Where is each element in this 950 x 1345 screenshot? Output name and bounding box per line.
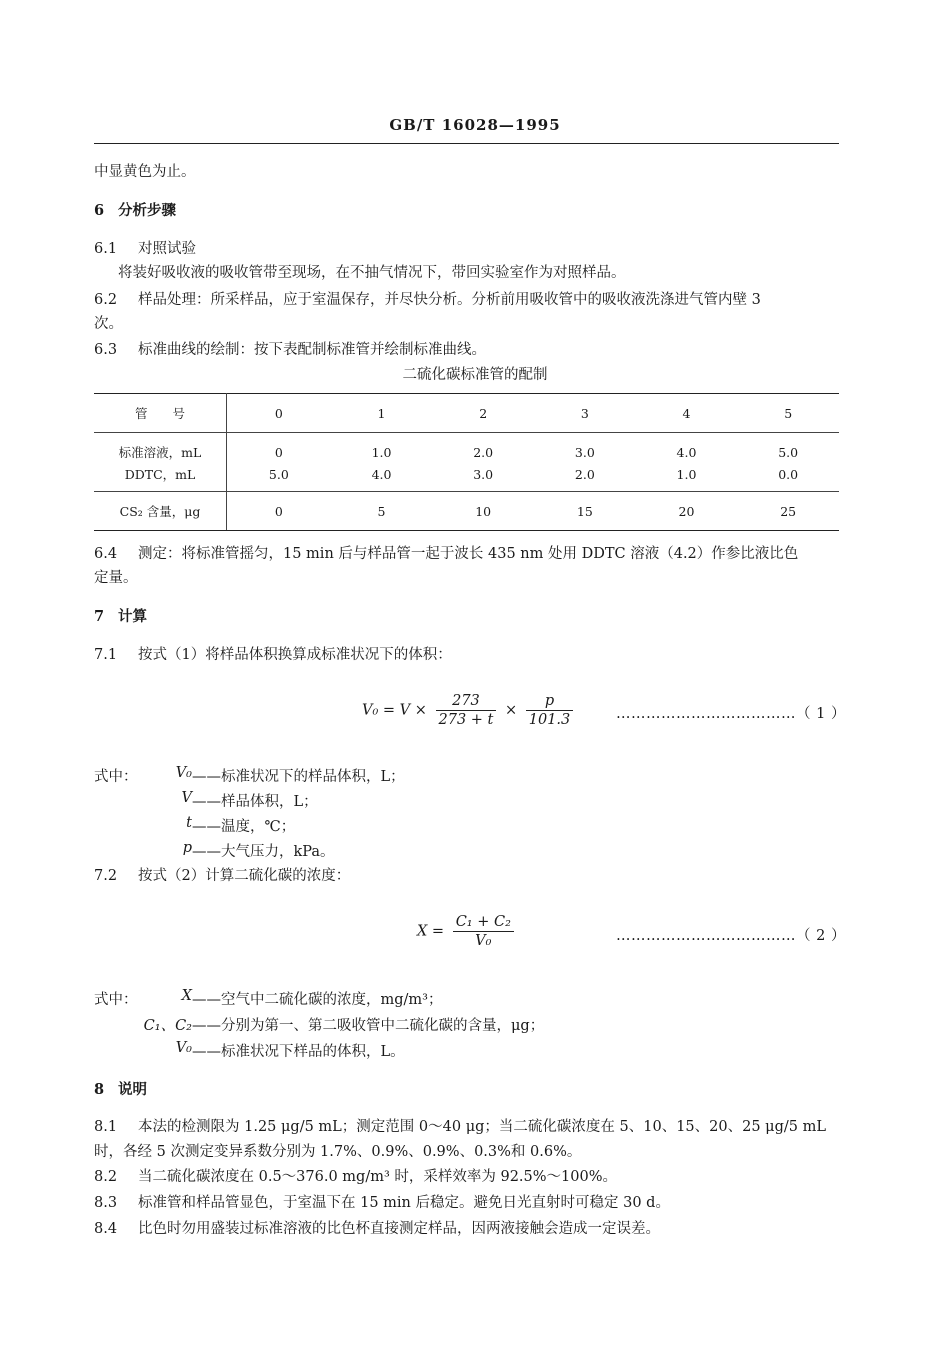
clause-8-1: 8.1 本法的检测限为 1.25 μg/5 mL；测定范围 0～40 μg；当二硫化碳浓度在 5、10、15、20、25 μg/5 mL: [94, 1119, 826, 1135]
clause-8-4: 8.4 比色时勿用盛装过标准溶液的比色杯直接测定样品，因两液接触会造成一定误差。: [94, 1221, 660, 1237]
fraction-temperature: $\frac{273}{273 + t}$: [436, 693, 497, 728]
section-number: 6: [94, 202, 105, 219]
table-caption: 二硫化碳标准管的配制: [402, 367, 548, 383]
clause-6-4: 6.4 测定：将标准管摇匀，15 min 后与样品管一起于波长 435 nm 处用 DDTC 溶液（4.2）作参比液比色: [94, 546, 799, 562]
section-6-heading: [94, 201, 176, 221]
clause-8-1-cont: 时，各经 5 次测定变异系数分别为 1.7%、0.9%、0.9%、0.3%和 0.6%。: [94, 1144, 582, 1160]
clause-8-2: 8.2 当二硫化碳浓度在 0.5～376.0 mg/m³ 时，采样效率为 92.5%～100%。: [94, 1169, 618, 1185]
clause-6-4-cont: 定量。: [94, 570, 138, 586]
standard-solution-label: 标准溶液，mL: [94, 433, 227, 464]
formula-2: X = $\frac{\text{C₁ + C₂}}{\text{V₀}}$: [417, 914, 518, 949]
continuation-text: 中显黄色为止。: [94, 164, 196, 180]
formula-1-leader: ………………………………（ 1 ）: [616, 706, 846, 722]
clause-6-1-text: 将装好吸收液的吸收管带至现场，在不抽气情况下，带回实验室作为对照样品。: [118, 265, 626, 281]
header-rule: [94, 143, 839, 144]
standard-tube-table: 管 号 0 1 2 3 4 5 标准溶液，mL 0 1.0 2.0 3.0 4.0 5.0 DDTC，mL 5.0 4.0 3.0 2.0 1.0 0.0 CS₂ 含量，μg 0 5 10 15 20 25: [94, 393, 839, 531]
clause-6-3: 6.3 标准曲线的绘制：按下表配制标准管并绘制标准曲线。: [94, 342, 486, 358]
page-header: GB/T 16028—1995: [389, 116, 561, 134]
clause-7-1: 7.1 按式（1）将样品体积换算成标准状况下的体积：: [94, 647, 452, 663]
tube-number-label: 管 号: [94, 394, 227, 433]
fraction-concentration: $\frac{\text{C₁ + C₂}}{\text{V₀}}$: [453, 914, 514, 949]
clause-8-3: 8.3 标准管和样品管显色，于室温下在 15 min 后稳定。避免日光直射时可稳定 30 d。: [94, 1195, 670, 1211]
section-7-heading: 7 计算: [94, 608, 147, 625]
clause-6-2: 6.2 样品处理：所采样品，应于室温保存，并尽快分析。分析前用吸收管中的吸收液洗涤进气管内壁 3: [94, 292, 761, 308]
fraction-pressure: $\frac{p}{101.3}$: [526, 693, 574, 728]
formula-2-leader: ………………………………（ 2 ）: [616, 928, 846, 944]
section-title: 分析步骤: [118, 202, 176, 219]
section-8-heading: 8 说明: [94, 1081, 147, 1098]
clause-6-1-heading: 6.1 对照试验: [94, 241, 196, 257]
clause-6-2-cont: 次。: [94, 316, 123, 332]
formula-1: V₀ = V × $\frac{273}{273 + t}$ × $\frac{p}{101.3}$: [362, 693, 577, 728]
cs2-content-label: CS₂ 含量，μg: [94, 492, 227, 531]
clause-7-2: 7.2 按式（2）计算二硫化碳的浓度：: [94, 868, 351, 884]
ddtc-label: DDTC，mL: [94, 463, 227, 492]
